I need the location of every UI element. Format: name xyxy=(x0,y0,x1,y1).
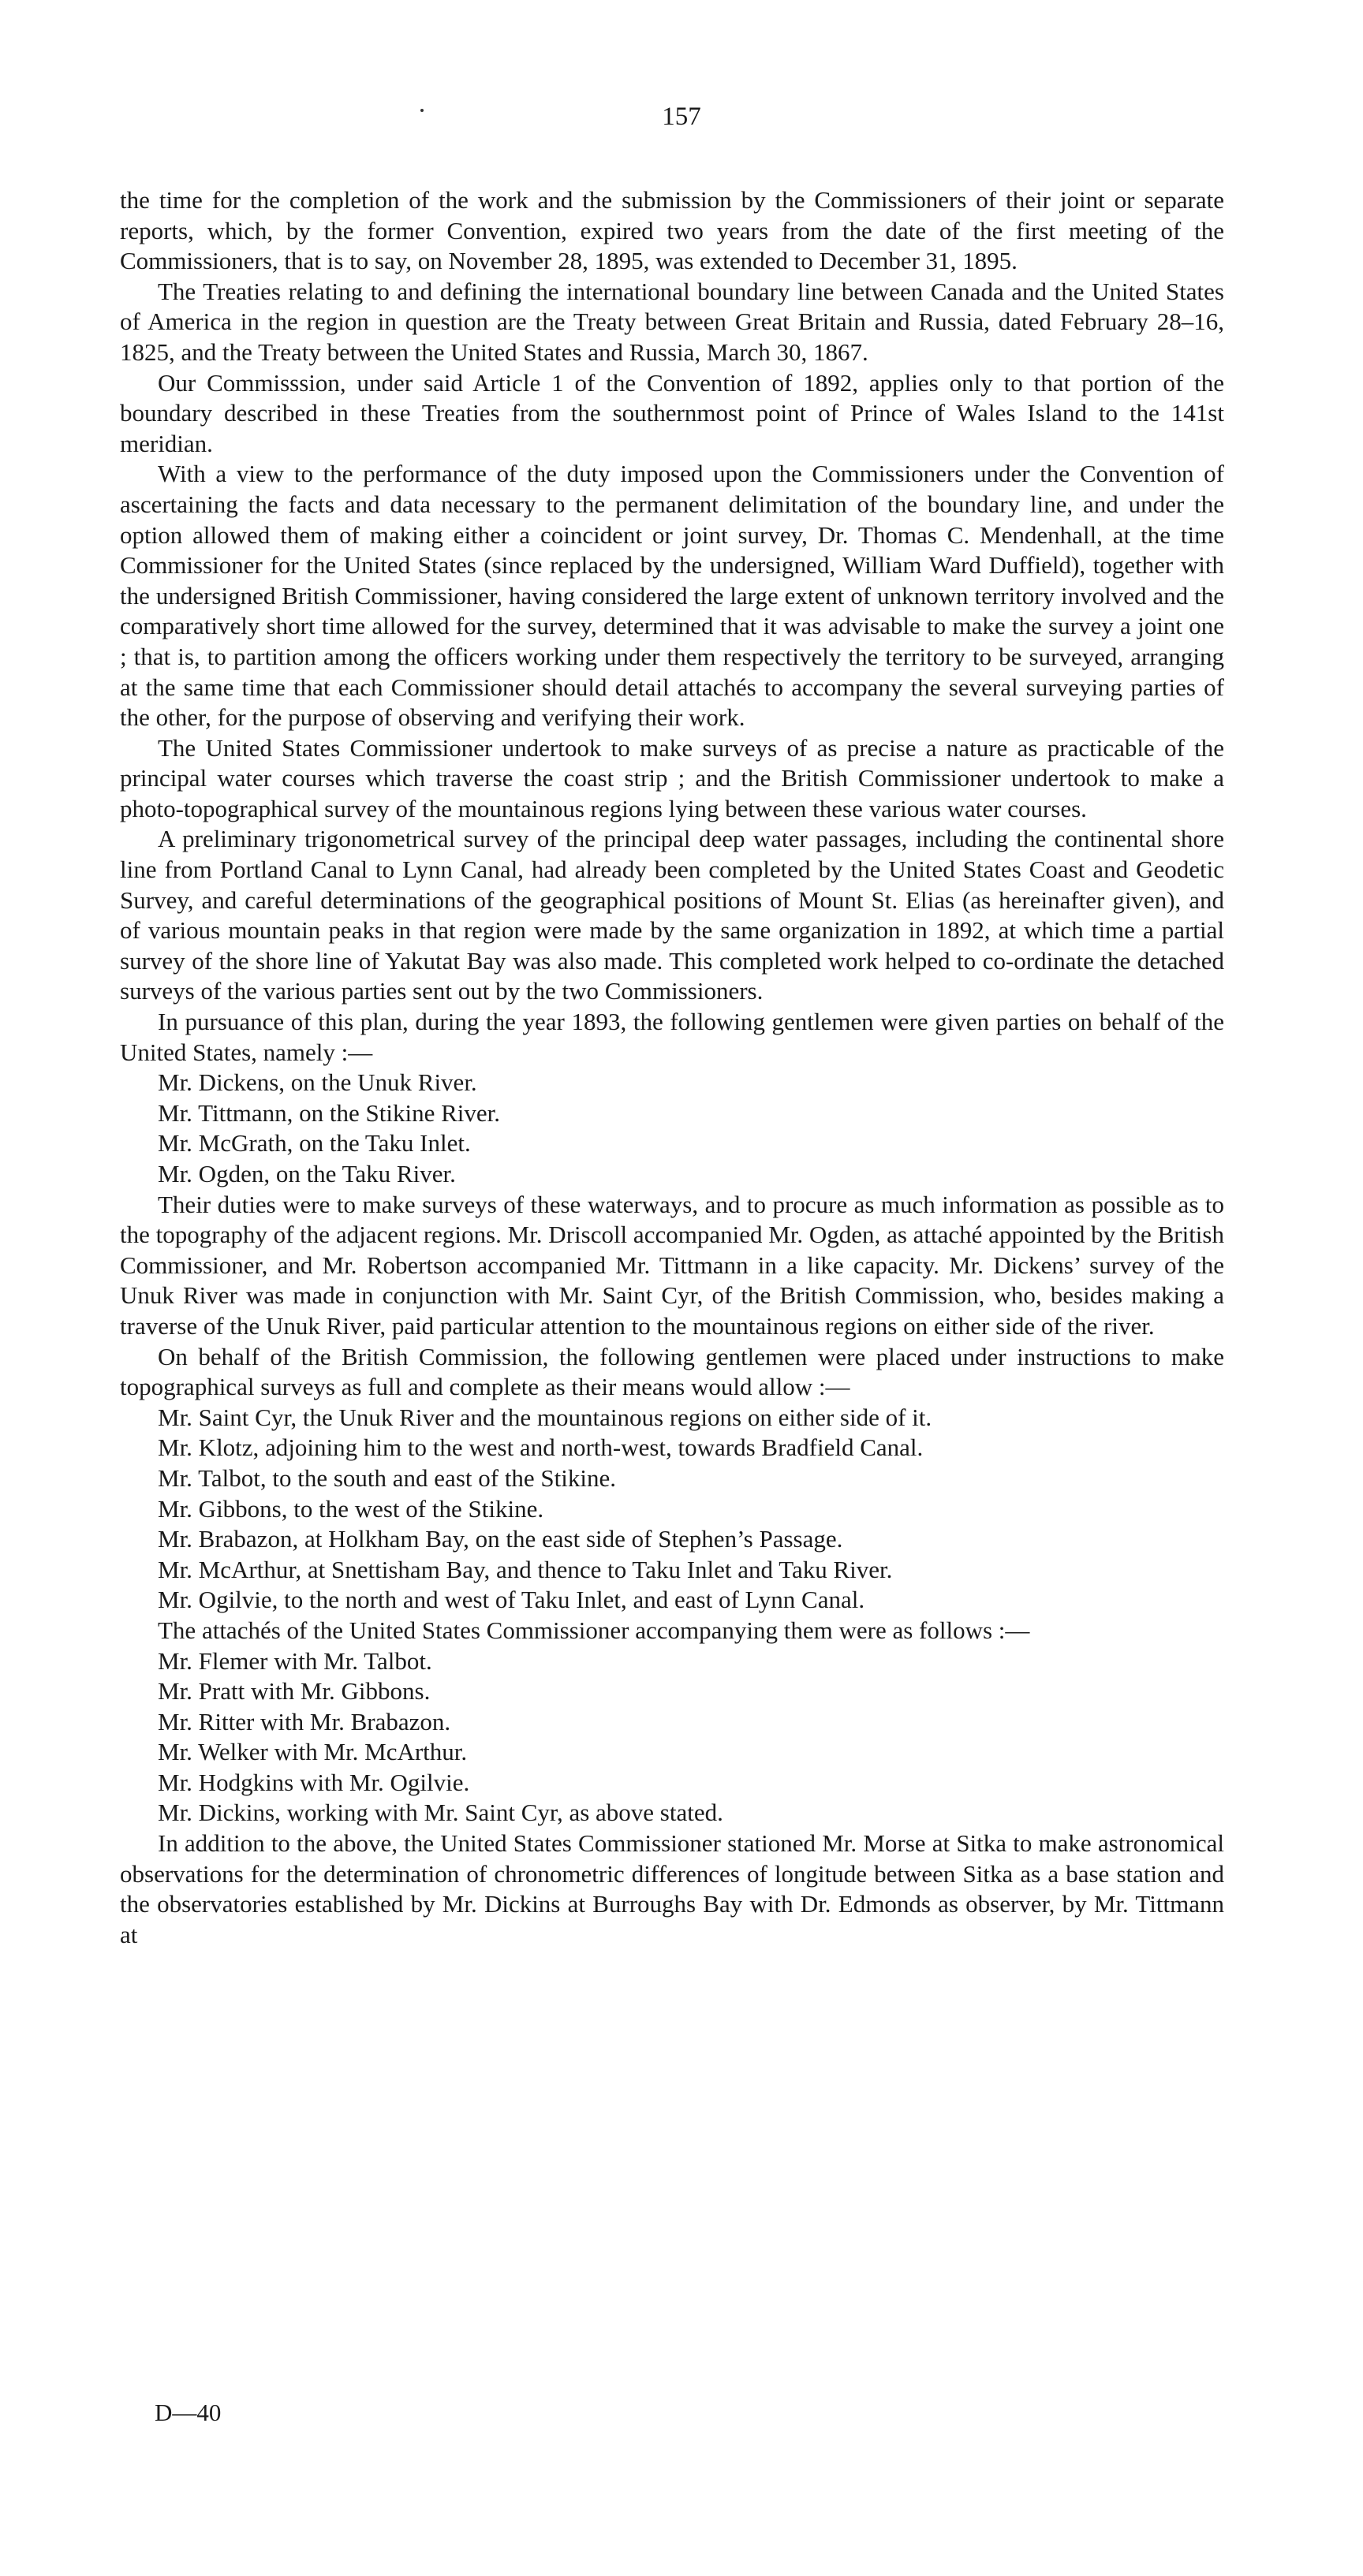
paragraph: The United States Commissioner undertook to make surveys of as precise a nature as practicable of the principal water courses which traverse the coast strip ; and the British Commissioner undertook to make a photo-topographical survey of the mountainous regions lying between these various water courses. xyxy=(120,733,1224,822)
page-number: 157 xyxy=(662,103,701,131)
list-item: Mr. Klotz, adjoining him to the west and north-west, towards Bradfield Canal. xyxy=(158,1433,924,1462)
list-item: Mr. Flemer with Mr. Talbot. xyxy=(158,1646,432,1675)
paragraph: A preliminary trigonometrical survey of the principal deep water passages, including the continental shore line from Portland Canal to Lynn Canal, had already been completed by the United States Coast and Geodetic Survey, and careful determinations of the geographical positions of Mount St. Elias (as hereinafter given), and of various mountain peaks in that region were made by the same organization in 1892, at which time a partial survey of the shore line of Yakutat Bay was also made. This completed work helped to co-ordinate the detached surveys of the various parties sent out by the two Commissioners. xyxy=(120,825,1224,1005)
body-text xyxy=(120,185,1224,1950)
signature-mark: D—40 xyxy=(155,2399,222,2426)
list-item: Mr. Saint Cyr, the Unuk River and the mountainous regions on either side of it. xyxy=(158,1403,932,1431)
list-item: Mr. Ogden, on the Taku River. xyxy=(158,1160,456,1187)
list-item: Mr. Brabazon, at Holkham Bay, on the east side of Stephen’s Passage. xyxy=(158,1525,843,1553)
paragraph: On behalf of the British Commission, the following gentlemen were placed under instructions to make topographical surveys as full and complete as their means would allow :— xyxy=(120,1342,1224,1401)
list-item: Mr. McGrath, on the Taku Inlet. xyxy=(158,1129,471,1158)
list-item: Mr. Ogilvie, to the north and west of Taku Inlet, and east of Lynn Canal. xyxy=(158,1586,865,1614)
paragraph: In pursuance of this plan, during the year 1893, the following gentlemen were given parties on behalf of the United States, namely :— xyxy=(120,1008,1224,1066)
list-item: Mr. Hodgkins with Mr. Ogilvie. xyxy=(158,1768,470,1796)
list-item: Mr. Pratt with Mr. Gibbons. xyxy=(158,1677,431,1706)
list-item: Mr. Dickens, on the Unuk River. xyxy=(158,1068,477,1097)
list-item: Mr. Welker with Mr. McArthur. xyxy=(158,1738,468,1766)
paragraph: the time for the completion of the work and the submission by the Commissioners of their joint or separate reports, which, by the former Convention, expired two years from the date of the first meeting of the Commissioners, that is to say, on November 28, 1895, was extended to December 31, 1895. xyxy=(120,186,1224,275)
paragraph: The attachés of the United States Commissioner accompanying them were as follows :— xyxy=(158,1616,1030,1644)
paragraph: Our Commisssion, under said Article 1 of the Convention of 1892, applies only to that portion of the boundary described in these Treaties from the southernmost point of Prince of Wales Island to the 141st meridian. xyxy=(120,368,1224,457)
list-item: Mr. Talbot, to the south and east of the Stikine. xyxy=(158,1463,617,1492)
paragraph: With a view to the performance of the duty imposed upon the Commissioners under the Convention of ascertaining the facts and data necessary to the permanent delimitation of the boundary line, and under the option allowed them of making either a coincident or joint survey, Dr. Thomas C. Mendenhall, at the time Commissioner for the United States (since replaced by the undersigned, William Ward Duffield), together with the undersigned British Commissioner, having considered the large extent of unknown territory involved and the comparatively short time allowed for the survey, determined that it was advisable to make the survey a joint one ; that is, to partition among the officers working under them respectively the territory to be surveyed, arranging at the same time that each Commissioner should detail attachés to accompany the several surveying parties of the other, for the purpose of observing and verifying their work. xyxy=(120,460,1224,732)
paragraph: The Treaties relating to and defining the international boundary line between Canada and the United States of America in the region in question are the Treaty between Great Britain and Russia, dated February 28–16, 1825, and the Treaty between the United States and Russia, March 30, 1867. xyxy=(120,277,1224,366)
list-item: Mr. Dickins, working with Mr. Saint Cyr, as above stated. xyxy=(158,1799,723,1827)
list-item: Mr. Tittmann, on the Stikine River. xyxy=(158,1098,501,1127)
paragraph: Their duties were to make surveys of these waterways, and to procure as much information as possible as to the topography of the adjacent regions. Mr. Driscoll accompanied Mr. Ogden, as attaché appointed by the British Commissioner, and Mr. Robertson accompanied Mr. Tittmann in a like capacity. Mr. Dickens’ survey of the Unuk River was made in conjunction with Mr. Saint Cyr, of the British Commission, who, besides making a traverse of the Unuk River, paid particular attention to the mountainous regions on either side of the river. xyxy=(120,1190,1224,1340)
list-item: Mr. Ritter with Mr. Brabazon. xyxy=(158,1707,451,1735)
paragraph: In addition to the above, the United States Commissioner stationed Mr. Morse at Sitka to make astronomical observations for the determination of chronometric differences of longitude between Sitka as a base station and the observatories established by Mr. Dickins at Burroughs Bay with Dr. Edmonds as observer, by Mr. Tittmann at xyxy=(120,1829,1224,1948)
list-item: Mr. McArthur, at Snettisham Bay, and thence to Taku Inlet and Taku River. xyxy=(158,1555,893,1583)
list-item: Mr. Gibbons, to the west of the Stikine. xyxy=(158,1494,544,1523)
